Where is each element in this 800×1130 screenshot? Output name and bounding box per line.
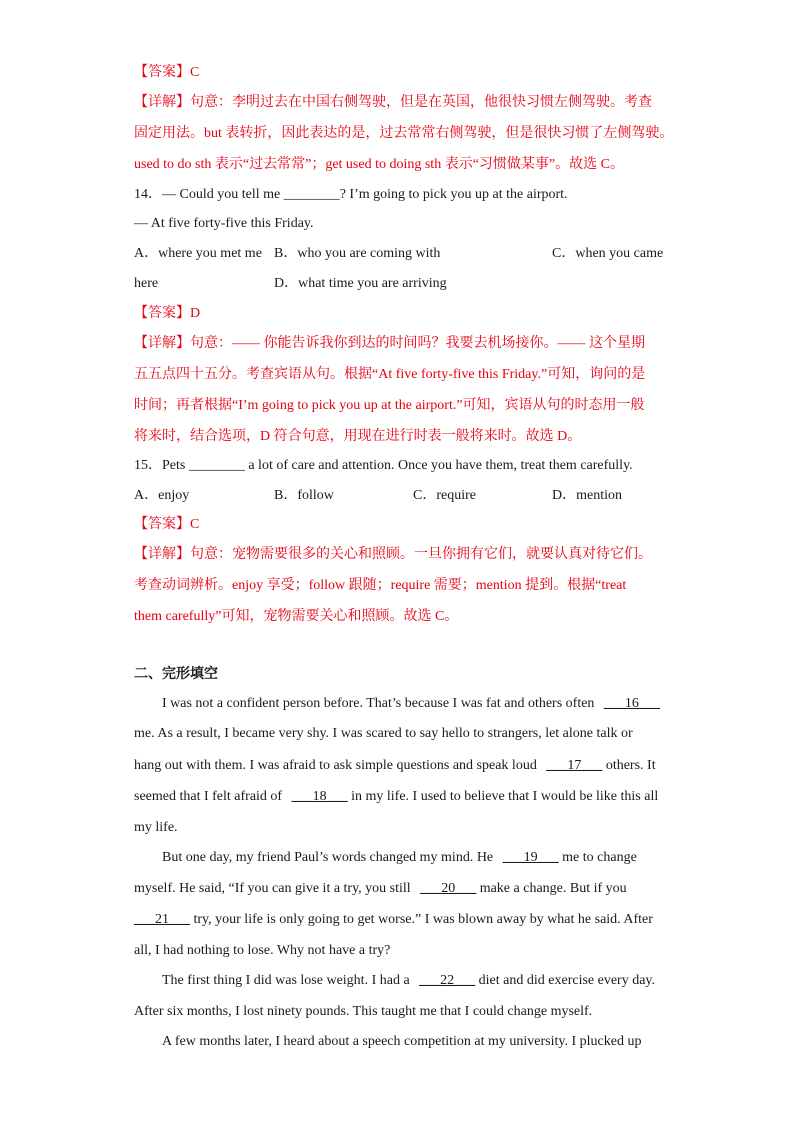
passage-line bbox=[134, 724, 633, 744]
q14-detail-line-3: 时间；再者根据“I’m going to pick you up at the airport.”可知，宾语从句的时态用一般 bbox=[134, 398, 645, 413]
q14-options-row-1 bbox=[134, 244, 674, 264]
q15-answer: 【答案】C bbox=[134, 517, 200, 532]
blank-22: ___22___ bbox=[419, 973, 476, 988]
passage-text: But one day, my friend Paul’s words changed my mind. He bbox=[162, 850, 494, 865]
passage-line bbox=[134, 787, 658, 807]
passage-text: myself. He said, “If you can give it a try, you still bbox=[134, 881, 411, 896]
q14-option-c-cont: here bbox=[134, 276, 159, 291]
passage-line bbox=[134, 910, 653, 930]
q14-option-b: B．who you are coming with bbox=[274, 246, 441, 261]
q15-options-row bbox=[134, 486, 674, 506]
passage-text: I was not a confident person before. That’s because I was fat and others often bbox=[162, 696, 595, 711]
blank-16: ___16___ bbox=[603, 696, 660, 711]
q14-detail-line-4: 将来时，结合选项，D 符合句意，用现在进行时表一般将来时。故选 D。 bbox=[134, 429, 582, 444]
q14-stem: 14．— Could you tell me ________? I’m going to pick you up at the airport. bbox=[134, 187, 568, 202]
passage-text: A few months later, I heard about a speech competition at my university. I plucked up bbox=[162, 1034, 642, 1049]
passage-text: me to change bbox=[562, 850, 637, 865]
q15-stem: 15．Pets ________ a lot of care and attention. Once you have them, treat them carefully. bbox=[134, 458, 633, 473]
q14-reply: — At five forty-five this Friday. bbox=[134, 216, 314, 231]
passage-text: diet and did exercise every day. bbox=[478, 973, 656, 988]
passage-text: me. As a result, I became very shy. I was scared to say hello to strangers, let alone talk or bbox=[134, 726, 633, 741]
passage-line bbox=[134, 879, 627, 899]
passage-line bbox=[134, 818, 178, 838]
passage-text: make a change. But if you bbox=[479, 881, 627, 896]
blank-19: ___19___ bbox=[502, 850, 559, 865]
passage-line bbox=[162, 694, 660, 714]
blank-18: ___18___ bbox=[291, 789, 348, 804]
q15-option-a: A．enjoy bbox=[134, 488, 190, 503]
passage-line bbox=[162, 971, 655, 991]
q15-detail-line-1: 【详解】句意：宠物需要很多的关心和照顾。一旦你拥有它们，就要认真对待它们。 bbox=[134, 547, 652, 562]
passage-text: After six months, I lost ninety pounds. This taught me that I could change myself. bbox=[134, 1004, 593, 1019]
q14-answer: 【答案】D bbox=[134, 306, 201, 321]
q13-detail-line-2: 固定用法。but 表转折，因此表达的是，过去常常右侧驾驶，但是很快习惯了左侧驾驶。 bbox=[134, 126, 674, 141]
q14-option-a: A．where you met me bbox=[134, 246, 262, 261]
q14-options-row-2 bbox=[134, 274, 674, 294]
blank-21: ___21___ bbox=[134, 912, 190, 927]
passage-text: try, your life is only going to get worse.” I was blown away by what he said. After bbox=[193, 912, 653, 927]
q14-option-d: D．what time you are arriving bbox=[274, 276, 447, 291]
blank-20: ___20___ bbox=[420, 881, 477, 896]
q13-detail-line-3: used to do sth 表示“过去常常”；get used to doing sth 表示“习惯做某事”。故选 C。 bbox=[134, 157, 624, 172]
passage-line bbox=[134, 1002, 592, 1022]
passage-line bbox=[162, 848, 637, 868]
passage-line bbox=[134, 756, 656, 776]
passage-text: The first thing I did was lose weight. I had a bbox=[162, 973, 410, 988]
passage-text: hang out with them. I was afraid to ask simple questions and speak loud bbox=[134, 758, 537, 773]
passage-text: my life. bbox=[134, 820, 178, 835]
blank-17: ___17___ bbox=[546, 758, 603, 773]
passage-line bbox=[162, 1032, 641, 1052]
passage-text: seemed that I felt afraid of bbox=[134, 789, 283, 804]
q15-detail-line-2: 考查动词辨析。enjoy 享受；follow 跟随；require 需要；mention 提到。根据“treat bbox=[134, 578, 627, 593]
q14-option-c: C．when you came bbox=[552, 246, 664, 261]
q13-answer: 【答案】C bbox=[134, 65, 200, 80]
passage-text: all, I had nothing to lose. Why not have a try? bbox=[134, 943, 391, 958]
passage-text: others. It bbox=[605, 758, 656, 773]
q15-detail-line-3: them carefully”可知，宠物需要关心和照顾。故选 C。 bbox=[134, 609, 459, 624]
q14-detail-line-2: 五五点四十五分。考查宾语从句。根据“At five forty-five this Friday.”可知，询问的是 bbox=[134, 367, 646, 382]
q14-detail-line-1: 【详解】句意：—— 你能告诉我你到达的时间吗？我要去机场接你。—— 这个星期 bbox=[134, 336, 645, 351]
q13-detail-line-1: 【详解】句意：李明过去在中国右侧驾驶，但是在英国，他很快习惯左侧驾驶。考查 bbox=[134, 95, 652, 110]
section-2-heading: 二、完形填空 bbox=[134, 666, 218, 682]
q15-option-c: C．require bbox=[413, 488, 476, 503]
q15-option-d: D．mention bbox=[552, 488, 622, 503]
passage-text: in my life. I used to believe that I would be like this all bbox=[351, 789, 659, 804]
passage-line bbox=[134, 941, 390, 961]
q15-option-b: B．follow bbox=[274, 488, 334, 503]
